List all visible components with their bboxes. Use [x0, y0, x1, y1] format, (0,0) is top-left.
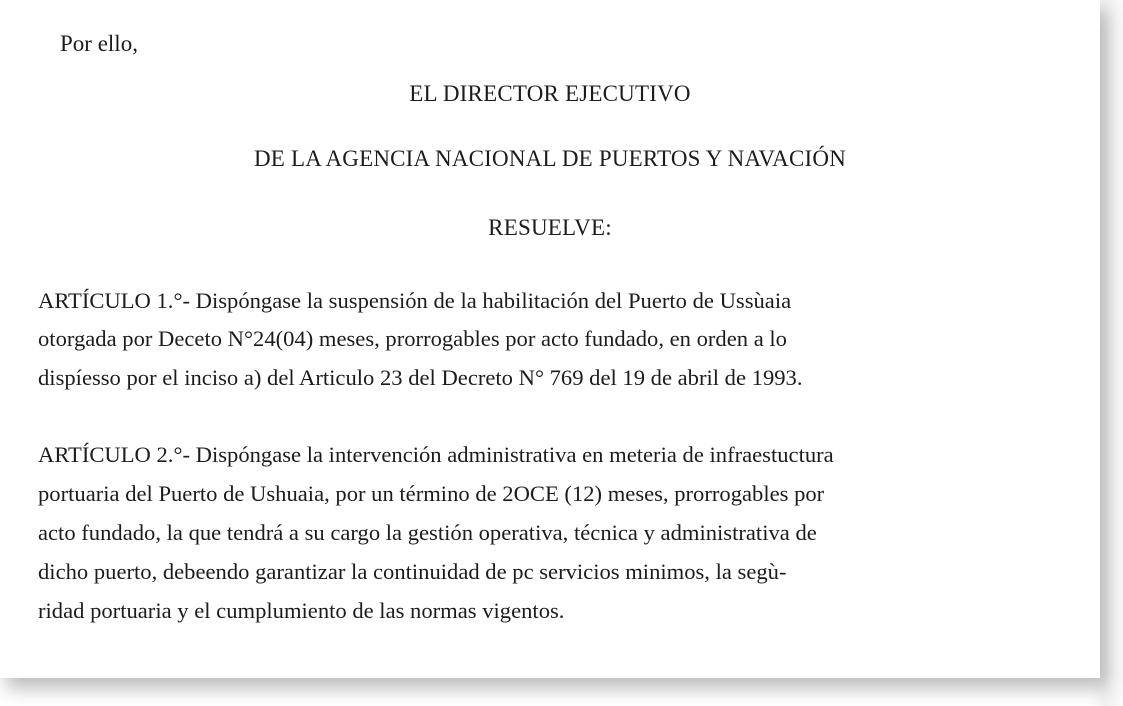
heading-title-line-2: DE LA AGENCIA NACIONAL DE PUERTOS Y NAVACIÓN — [253, 146, 847, 171]
heading-resuelve: RESUELVE: — [488, 215, 612, 240]
article-2-line: ARTÍCULO 2.°- Dispóngase la intervención administrativa en meteria de infraestuctura — [38, 442, 834, 467]
article-2-line: portuaria del Puerto de Ushuaia, por un término de 2OCE (12) meses, prorrogables por — [38, 481, 825, 506]
article-2-line: acto fundado, la que tendrá a su cargo la gestión operativa, técnica y administrativa de — [38, 520, 817, 545]
article-1-line: ARTÍCULO 1.°- Dispóngase la suspensión de la habilitación del Puerto de Ussùaia — [38, 288, 792, 313]
article-2-line: ridad portuaria y el cumplumiento de las normas vigentos. — [38, 598, 565, 623]
intro-text: Por ello, — [60, 31, 138, 56]
article-1-line: otorgada por Deceto N°24(04) meses, prorrogables por acto fundado, en orden a lo — [38, 326, 787, 351]
article-2-line: dicho puerto, debeendo garantizar la continuidad de pc servicios minimos, la segù- — [38, 559, 787, 584]
article-1-line: dispíesso por el inciso a) del Articulo 23 del Decreto N° 769 del 19 de abril de 1993. — [38, 365, 803, 390]
heading-title-line-1: EL DIRECTOR EJECUTIVO — [409, 81, 691, 106]
